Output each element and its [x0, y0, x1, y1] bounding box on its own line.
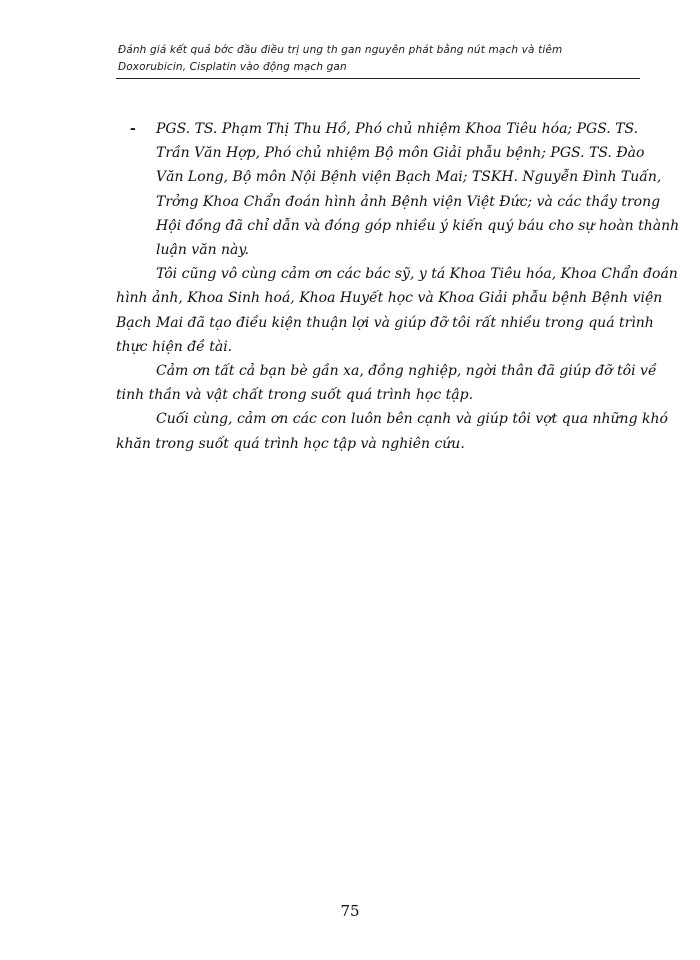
bullet-line: Trần Văn Hợp, Phó chủ nhiệm Bộ môn Giải phẫu bệnh; PGS. TS. Đào [156, 145, 645, 162]
header-rule [116, 78, 640, 79]
page-body [116, 117, 680, 456]
paragraph-thanks-friends [116, 359, 657, 407]
paragraph-line: Tôi cũng vô cùng cảm ơn các bác sỹ, y tá Khoa Tiêu hóa, Khoa Chẩn đoán [156, 266, 678, 283]
paragraph-thanks-staff [116, 262, 678, 359]
paragraph-line: Cảm ơn tất cả bạn bè gần xa, đồng nghiệp, ngời thân đã giúp đỡ tôi về [156, 363, 657, 380]
bullet-line: Hội đồng đã chỉ dẫn và đóng góp nhiều ý kiến quý báu cho sự hoàn thành [156, 217, 680, 234]
bullet-line: Trởng Khoa Chẩn đoán hình ảnh Bệnh viện Việt Đức; và các thầy trong [156, 193, 661, 210]
bullet-line: PGS. TS. Phạm Thị Thu Hồ, Phó chủ nhiệm Khoa Tiêu hóa; PGS. TS. [156, 121, 639, 137]
page-number: 75 [340, 902, 360, 920]
paragraph-thanks-family [116, 407, 668, 455]
paragraph-line: Cuối cùng, cảm ơn các con luôn bên cạnh và giúp tôi vợt qua những khó [156, 411, 668, 428]
paragraph-line: thực hiện đề tài. [116, 338, 233, 355]
running-header [118, 42, 640, 76]
running-header-line-2: Doxorubicin, Cisplatin vào động mạch gan [118, 61, 347, 73]
paragraph-line: khăn trong suốt quá trình học tập và nghiên cứu. [116, 435, 465, 452]
bullet-line: Văn Long, Bộ môn Nội Bệnh viện Bạch Mai; TSKH. Nguyễn Đình Tuấn, [156, 169, 662, 186]
paragraph-line: Bạch Mai đã tạo điều kiện thuận lợi và giúp đỡ tôi rất nhiều trong quá trình [116, 314, 654, 331]
acknowledgement-bullet [116, 117, 680, 262]
paragraph-line: hình ảnh, Khoa Sinh hoá, Khoa Huyết học và Khoa Giải phẫu bệnh Bệnh viện [116, 290, 663, 307]
running-header-line-1: Đánh giá kết quả bớc đầu điều trị ung th gan nguyên phát bằng nút mạch và tiêm [118, 44, 563, 56]
paragraph-line: tinh thần và vật chất trong suốt quá trình học tập. [116, 387, 474, 404]
bullet-dash: - [130, 121, 136, 137]
bullet-line: luận văn này. [156, 242, 249, 259]
